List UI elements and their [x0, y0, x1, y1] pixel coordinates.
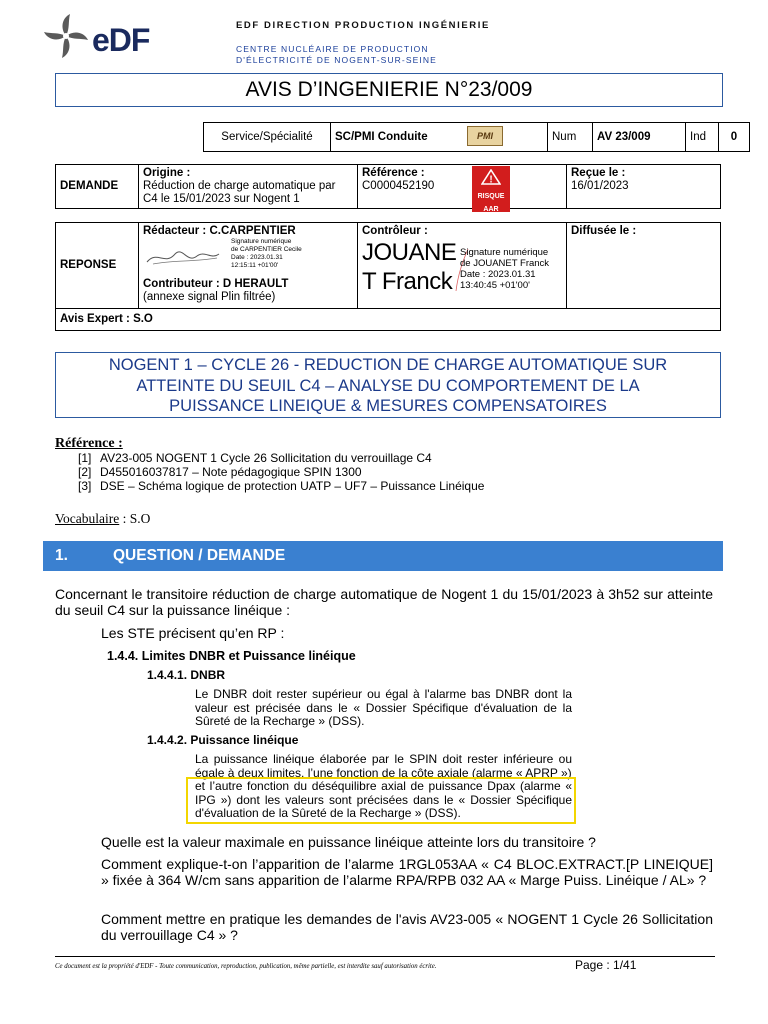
org-subtitle — [236, 44, 437, 66]
reference-num: [3] — [78, 479, 92, 493]
vocabulaire — [55, 511, 150, 527]
reference-num: [1] — [78, 451, 92, 465]
recue-value: 16/01/2023 — [571, 180, 629, 192]
org-subtitle-line2: D'ÉLECTRICITÉ DE NOGENT-SUR-SEINE — [236, 55, 437, 65]
footer-divider — [55, 956, 715, 957]
org-subtitle-line1: CENTRE NUCLÉAIRE DE PRODUCTION — [236, 44, 429, 54]
reference-text: AV23-005 NOGENT 1 Cycle 26 Sollicitation du verrouillage C4 — [100, 451, 432, 465]
svg-text:!: ! — [489, 174, 493, 185]
reference-item — [78, 479, 484, 493]
reference-text: D455016037817 – Note pédagogique SPIN 1300 — [100, 465, 362, 479]
sig2-line: de JOUANET Franck — [460, 258, 550, 269]
service-label: Service/Spécialité — [204, 123, 331, 152]
reponse-table — [55, 222, 721, 331]
sig1-line: Date : 2023.01.31 — [231, 254, 283, 261]
controleur-cell — [358, 223, 567, 309]
ste-text-puissance-b: et l’autre fonction du déséquilibre axial de puissance Dpax (alarme « IPG ») dont les valeurs sont précisées dans le « Dossier Spécifique d'évaluation de la Sûreté de la Recharge » (DSS). — [195, 779, 572, 820]
sig2-line: 13:40:45 +01'00' — [460, 280, 530, 291]
reference-item — [78, 465, 484, 479]
reference-label: Référence : — [362, 167, 425, 179]
ind-value: 0 — [719, 123, 750, 152]
avis-expert: Avis Expert : S.O — [56, 309, 721, 331]
vocabulaire-value: : S.O — [119, 511, 151, 526]
recue-label: Reçue le : — [571, 167, 626, 179]
reponse-label: REPONSE — [56, 223, 139, 309]
main-title-line: ATTEINTE DU SEUIL C4 – ANALYSE DU COMPORTEMENT DE LA — [136, 376, 640, 395]
num-value: AV 23/009 — [593, 123, 686, 152]
question-2: Comment explique-t-on l’apparition de l’alarme 1RGL053AA « C4 BLOC.EXTRACT.[P LINEIQUE] » fixée à 364 W/cm sans apparition de l’alarme RPA/RPB 032 AA « Marge Puiss. Linéique / AL» ? — [101, 856, 713, 888]
main-title-box — [55, 352, 721, 418]
signature-text-1 — [231, 238, 302, 270]
edf-logo-text: eDF — [92, 22, 150, 58]
vocabulaire-label: Vocabulaire — [55, 511, 120, 526]
paragraph-intro: Concernant le transitoire réduction de charge automatique de Nogent 1 du 15/01/2023 à 3h52 sur atteinte du seuil C4 sur la puissance linéique : — [55, 586, 713, 618]
contributeur-note: (annexe signal Plin filtrée) — [143, 291, 276, 303]
edf-logo-icon — [40, 10, 92, 62]
signature-text-2 — [460, 247, 549, 291]
pmi-logo-icon: PMI — [467, 126, 503, 146]
ste-heading-3: 1.4.4.2. Puissance linéique — [147, 732, 299, 747]
reference-value: C0000452190 — [362, 180, 435, 192]
controleur-label: Contrôleur : — [362, 225, 428, 237]
service-value-cell — [331, 123, 548, 152]
avis-title: AVIS D’INGENIERIE N°23/009 — [55, 73, 723, 107]
org-title: EDF DIRECTION PRODUCTION INGÉNIERIE — [236, 20, 490, 31]
section-header — [43, 541, 723, 571]
section-number: 1. — [55, 547, 68, 564]
ste-heading-1: 1.4.4. Limites DNBR et Puissance linéique — [107, 649, 356, 663]
risk-line2: AAR — [483, 206, 499, 213]
paragraph-ste: Les STE précisent qu’en RP : — [101, 625, 285, 641]
question-3: Comment mettre en pratique les demandes de l'avis AV23-005 « NOGENT 1 Cycle 26 Sollicitation du verrouillage C4 » ? — [101, 911, 713, 943]
risk-aar-badge — [472, 166, 510, 212]
service-value: SC/PMI Conduite — [335, 131, 428, 143]
controleur-name-line1: JOUANE — [362, 239, 457, 266]
question-1: Quelle est la valeur maximale en puissance linéique atteinte lors du transitoire ? — [101, 834, 596, 850]
page-number: Page : 1/41 — [575, 958, 637, 972]
sig1-line: 12:15:11 +01'00' — [231, 262, 279, 269]
section-title: QUESTION / DEMANDE — [113, 547, 286, 564]
ind-label: Ind — [686, 123, 719, 152]
sig1-line: de CARPENTIER Cecile — [231, 246, 302, 253]
controleur-name-line2: T Franck — [362, 268, 453, 295]
origine-value: Réduction de charge automatique par C4 le 15/01/2023 sur Nogent 1 — [143, 180, 336, 205]
diffusee-label: Diffusée le : — [567, 223, 721, 309]
num-label: Num — [548, 123, 593, 152]
warning-triangle-icon — [481, 169, 501, 185]
origine-cell — [139, 165, 358, 209]
ste-text-puissance-a: La puissance linéique élaborée par le SPIN doit rester inférieure ou égale à deux limites, l’une fonction de la côte axiale (alarme « APRP ») — [195, 752, 572, 780]
references-list — [78, 451, 484, 493]
demande-label: DEMANDE — [56, 165, 139, 209]
redacteur-cell — [139, 223, 358, 309]
highlight-box — [186, 777, 576, 824]
reference-item — [78, 451, 484, 465]
reference-cell — [358, 165, 567, 213]
signature-block-1 — [143, 238, 353, 278]
reference-num: [2] — [78, 465, 92, 479]
sig2-line: Signature numérique — [460, 247, 549, 258]
handwritten-signature-1 — [143, 242, 223, 272]
contributeur-label: Contributeur : D HERAULT — [143, 278, 289, 290]
sig2-line: Date : 2023.01.31 — [460, 269, 536, 280]
ste-text-dnbr: Le DNBR doit rester supérieur ou égal à l'alarme bas DNBR dont la valeur est précisée dans le « Dossier Spécifique d'évaluation de la Sûreté de la Recharge » (DSS). — [195, 687, 572, 728]
main-title-line: PUISSANCE LINEIQUE & MESURES COMPENSATOIRES — [169, 397, 607, 415]
risk-line1: RISQUE — [477, 193, 505, 200]
references-title: Référence : — [55, 436, 123, 451]
footer-disclaimer: Ce document est la propriété d'EDF - Toute communication, reproduction, publication, même partielle, est interdite sauf autorisation écrite. — [55, 963, 437, 970]
origine-label: Origine : — [143, 167, 191, 179]
recue-cell — [567, 165, 721, 209]
reference-text: DSE – Schéma logique de protection UATP – UF7 – Puissance Linéique — [100, 479, 485, 493]
demande-table — [55, 164, 721, 213]
sig1-line: Signature numérique — [231, 238, 292, 245]
service-table — [203, 122, 750, 152]
redacteur-label: Rédacteur : C.CARPENTIER — [143, 225, 296, 237]
ste-heading-2: 1.4.4.1. DNBR — [147, 667, 226, 682]
main-title-line: NOGENT 1 – CYCLE 26 - REDUCTION DE CHARGE AUTOMATIQUE SUR — [108, 356, 668, 374]
